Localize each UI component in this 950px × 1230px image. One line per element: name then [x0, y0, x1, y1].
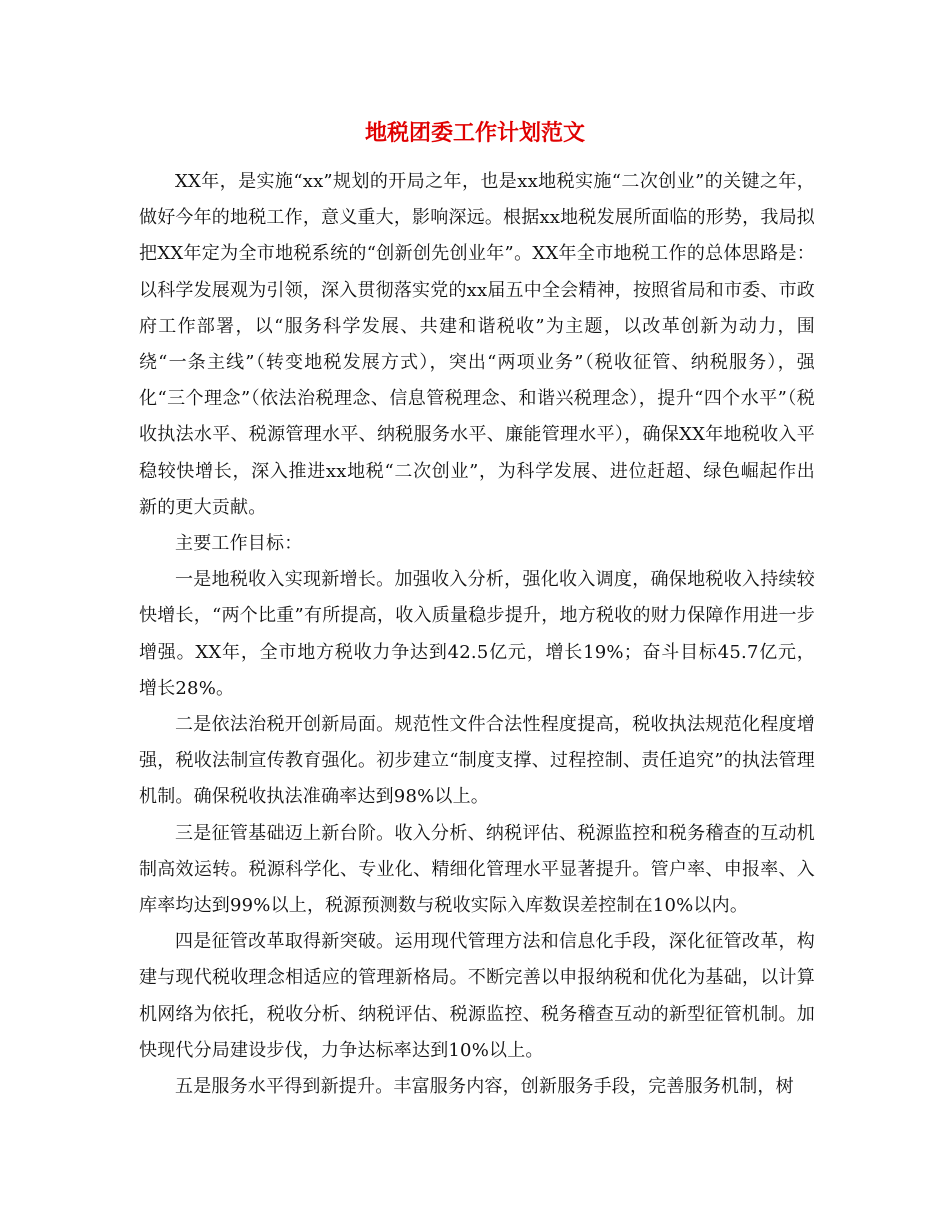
- paragraph-goal-4: 四是征管改革取得新突破。运用现代管理方法和信息化手段，深化征管改革，构建与现代税收理念相适应的管理新格局。不断完善以申报纳税和优化为基础，以计算机网络为依托，税收分析、纳税评估、税源监控、税务稽查互动的新型征管机制。加快现代分局建设步伐，力争达标率达到10%以上。: [139, 931, 815, 1061]
- document-body: [139, 164, 815, 1105]
- document-title: 地税团委工作计划范文: [364, 120, 585, 146]
- paragraph-intro: XX年，是实施“xx”规划的开局之年，也是xx地税实施“二次创业”的关键之年，做好今年的地税工作，意义重大，影响深远。根据xx地税发展所面临的形势，我局拟把XX年定为全市地税系统的“创新创先创业年”。XX年全市地税工作的总体思路是：以科学发展观为引领，深入贯彻落实党的xx届五中全会精神，按照省局和市委、市政府工作部署，以“服务科学发展、共建和谐税收”为主题，以改革创新为动力，围绕“一条主线”（转变地税发展方式），突出“两项业务”（税收征管、纳税服务），强化“三个理念”（依法治税理念、信息管税理念、和谐兴税理念），提升“四个水平”（税收执法水平、税源管理水平、纳税服务水平、廉能管理水平），确保XX年地税收入平稳较快增长，深入推进xx地税“二次创业”，为科学发展、进位赶超、绿色崛起作出新的更大贡献。: [139, 171, 815, 518]
- paragraph-goal-5: 五是服务水平得到新提升。丰富服务内容，创新服务手段，完善服务机制，树: [175, 1076, 794, 1098]
- paragraph-goal-2: 二是依法治税开创新局面。规范性文件合法性程度提高，税收执法规范化程度增强，税收法制宣传教育强化。初步建立“制度支撑、过程控制、责任追究”的执法管理机制。确保税收执法准确率达到98%以上。: [139, 714, 815, 808]
- paragraph-goal-3: 三是征管基础迈上新台阶。收入分析、纳税评估、税源监控和税务稽查的互动机制高效运转。税源科学化、专业化、精细化管理水平显著提升。管户率、申报率、入库率均达到99%以上，税源预测数与税收实际入库数误差控制在10%以内。: [139, 822, 815, 917]
- paragraph-goals-heading: 主要工作目标：: [175, 533, 303, 555]
- paragraph-goal-1: 一是地税收入实现新增长。加强收入分析，强化收入调度，确保地税收入持续较快增长，“两个比重”有所提高，收入质量稳步提升，地方税收的财力保障作用进一步增强。XX年，全市地方税收力争达到42.5亿元，增长19%；奋斗目标45.7亿元，增长28%。: [139, 569, 815, 699]
